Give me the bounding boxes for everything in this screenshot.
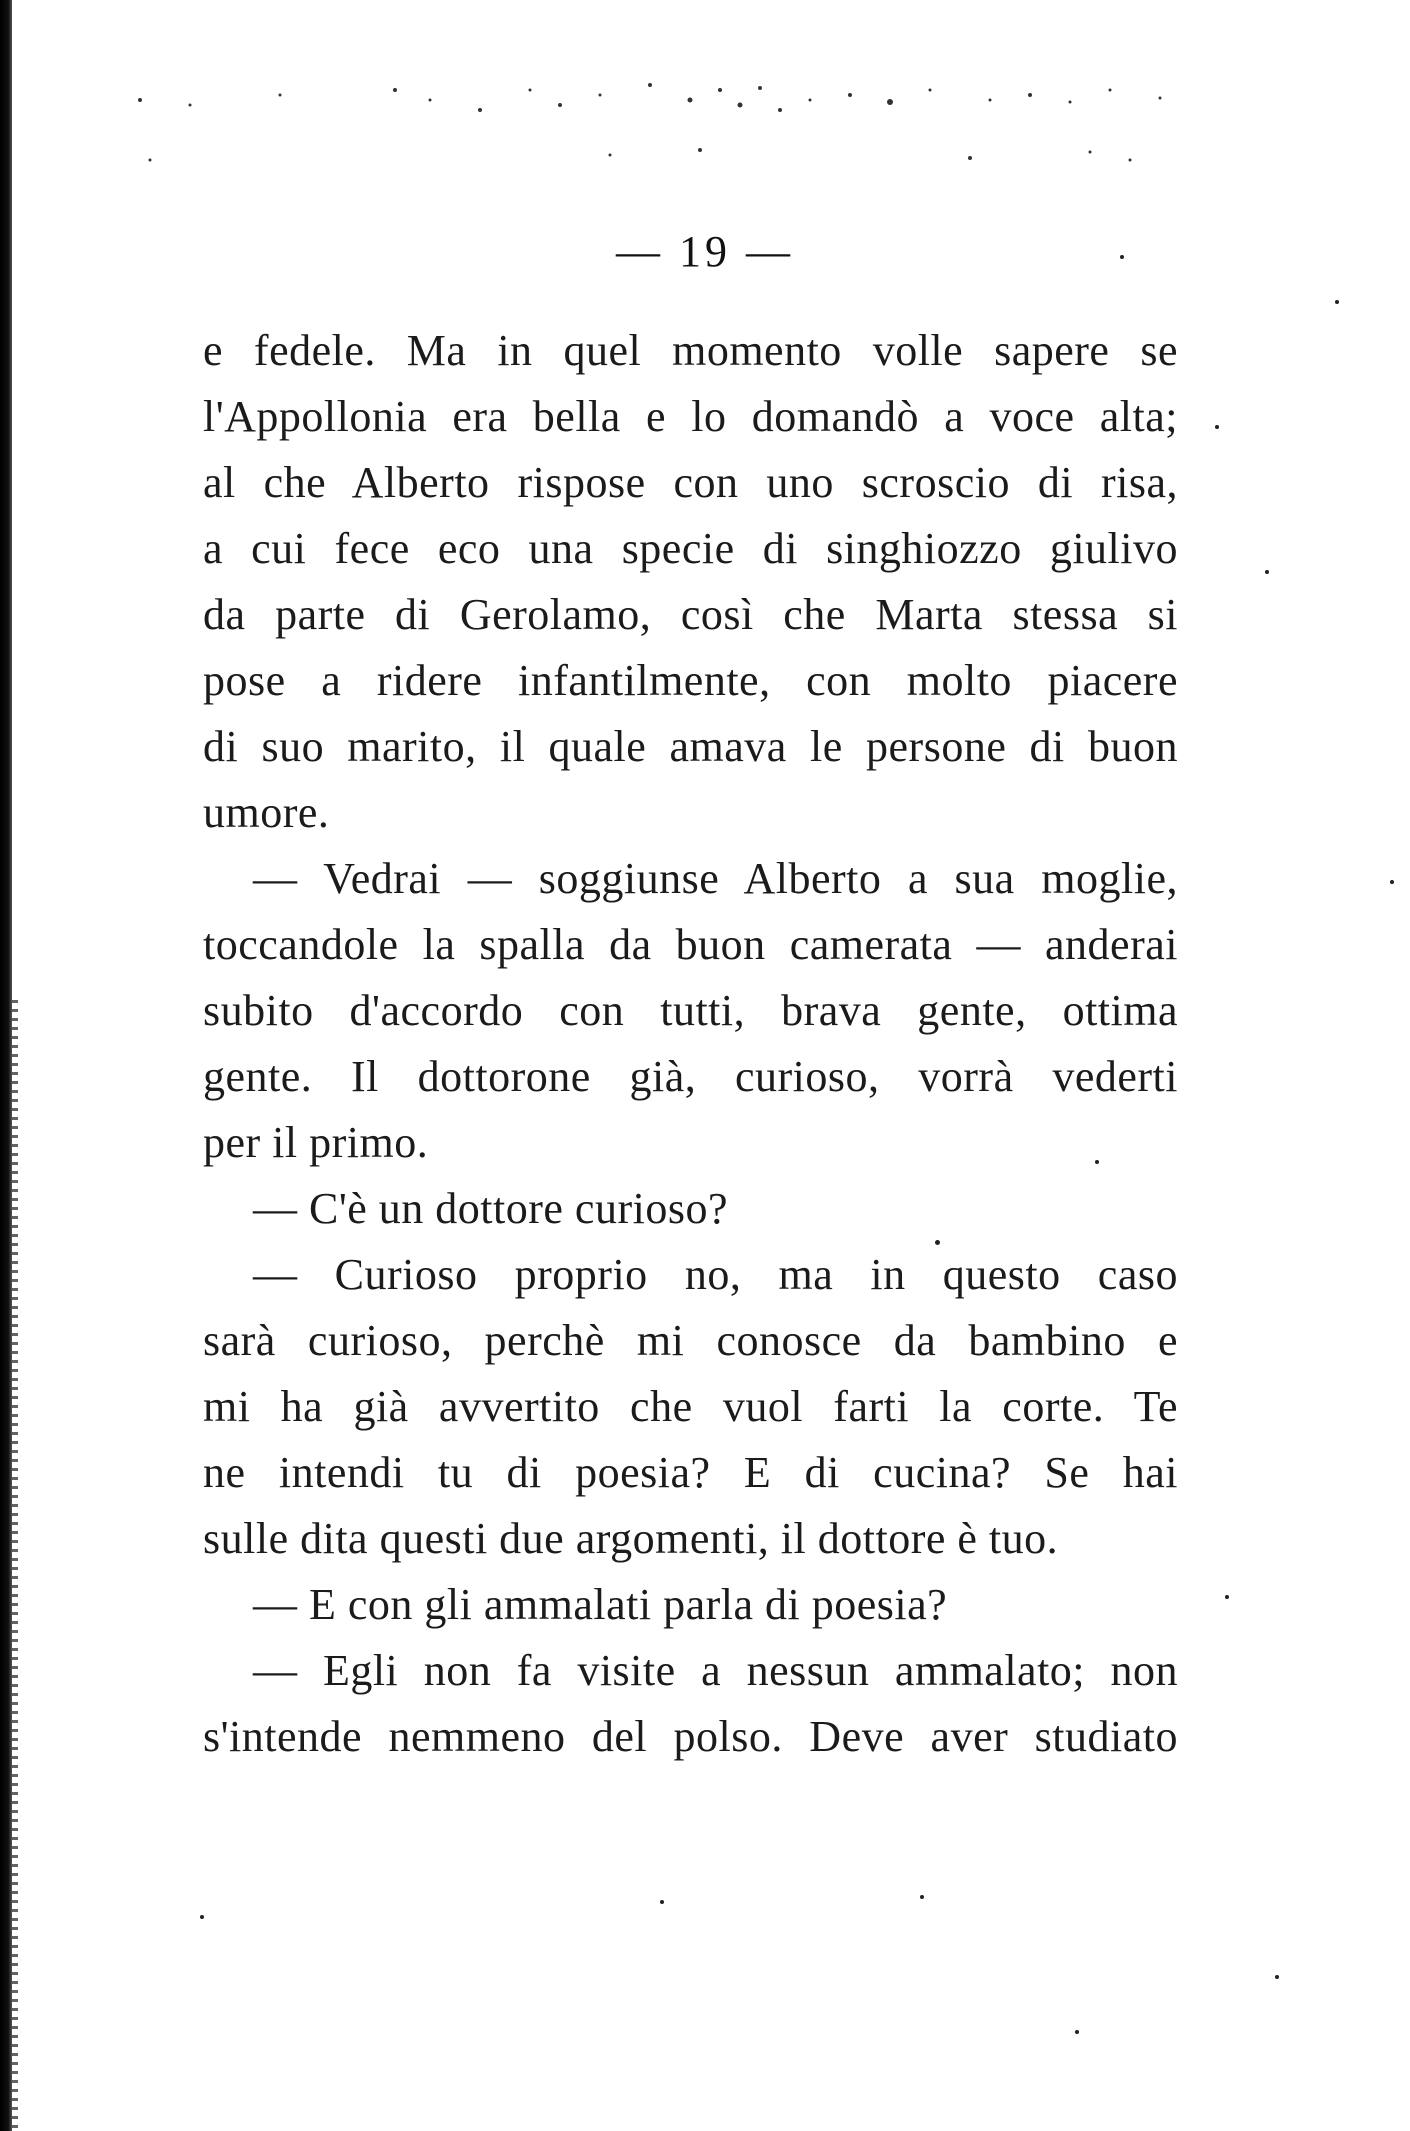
text-line: — Vedrai — soggiunse Alberto a sua moglie,	[253, 854, 1178, 903]
speck	[1390, 880, 1394, 884]
text-line: sarà curioso, perchè mi conosce da bambino e	[203, 1316, 1178, 1365]
text-line: a cui fece eco una specie di singhiozzo giulivo	[203, 524, 1178, 573]
speck	[200, 1915, 204, 1919]
speck	[1225, 1595, 1229, 1599]
text-line: subito d'accordo con tutti, brava gente, ottima	[203, 986, 1178, 1035]
text-line: — C'è un dottore curioso?	[253, 1184, 728, 1233]
speck	[1075, 2030, 1079, 2034]
speck	[660, 1900, 664, 1904]
text-line: s'intende nemmeno del polso. Deve aver studiato	[203, 1712, 1178, 1761]
text-line: — Curioso proprio no, ma in questo caso	[253, 1250, 1178, 1299]
text-line: — E con gli ammalati parla di poesia?	[253, 1580, 948, 1629]
header-ink-smudge	[130, 60, 1180, 170]
text-line: toccandole la spalla da buon camerata — anderai	[203, 920, 1178, 969]
speck	[1275, 1975, 1279, 1979]
speck	[1215, 425, 1219, 429]
text-line: mi ha già avvertito che vuol farti la corte. Te	[203, 1382, 1178, 1431]
text-line: da parte di Gerolamo, così che Marta stessa si	[203, 590, 1178, 639]
text-line: l'Appollonia era bella e lo domandò a voce alta;	[203, 392, 1178, 441]
text-line: — Egli non fa visite a nessun ammalato; non	[253, 1646, 1178, 1695]
text-line: ne intendi tu di poesia? E di cucina? Se hai	[203, 1448, 1178, 1497]
text-line: di suo marito, il quale amava le persone di buon	[203, 722, 1178, 771]
speck	[920, 1895, 924, 1899]
text-line: sulle dita questi due argomenti, il dottore è tuo.	[203, 1514, 1059, 1563]
speck	[1265, 570, 1269, 574]
text-line: umore.	[203, 788, 330, 837]
book-binding-edge	[0, 0, 12, 2131]
text-line: pose a ridere infantilmente, con molto piacere	[203, 656, 1178, 705]
page-number: — 19 —	[616, 227, 794, 276]
text-line: e fedele. Ma in quel momento volle sapere se	[203, 326, 1178, 375]
text-line: al che Alberto rispose con uno scroscio di risa,	[203, 458, 1178, 507]
text-line: per il primo.	[203, 1118, 429, 1167]
speck	[1335, 300, 1339, 304]
body-text	[203, 318, 1178, 1770]
text-line: gente. Il dottorone già, curioso, vorrà vederti	[203, 1052, 1178, 1101]
binding-wear	[12, 1000, 18, 2131]
